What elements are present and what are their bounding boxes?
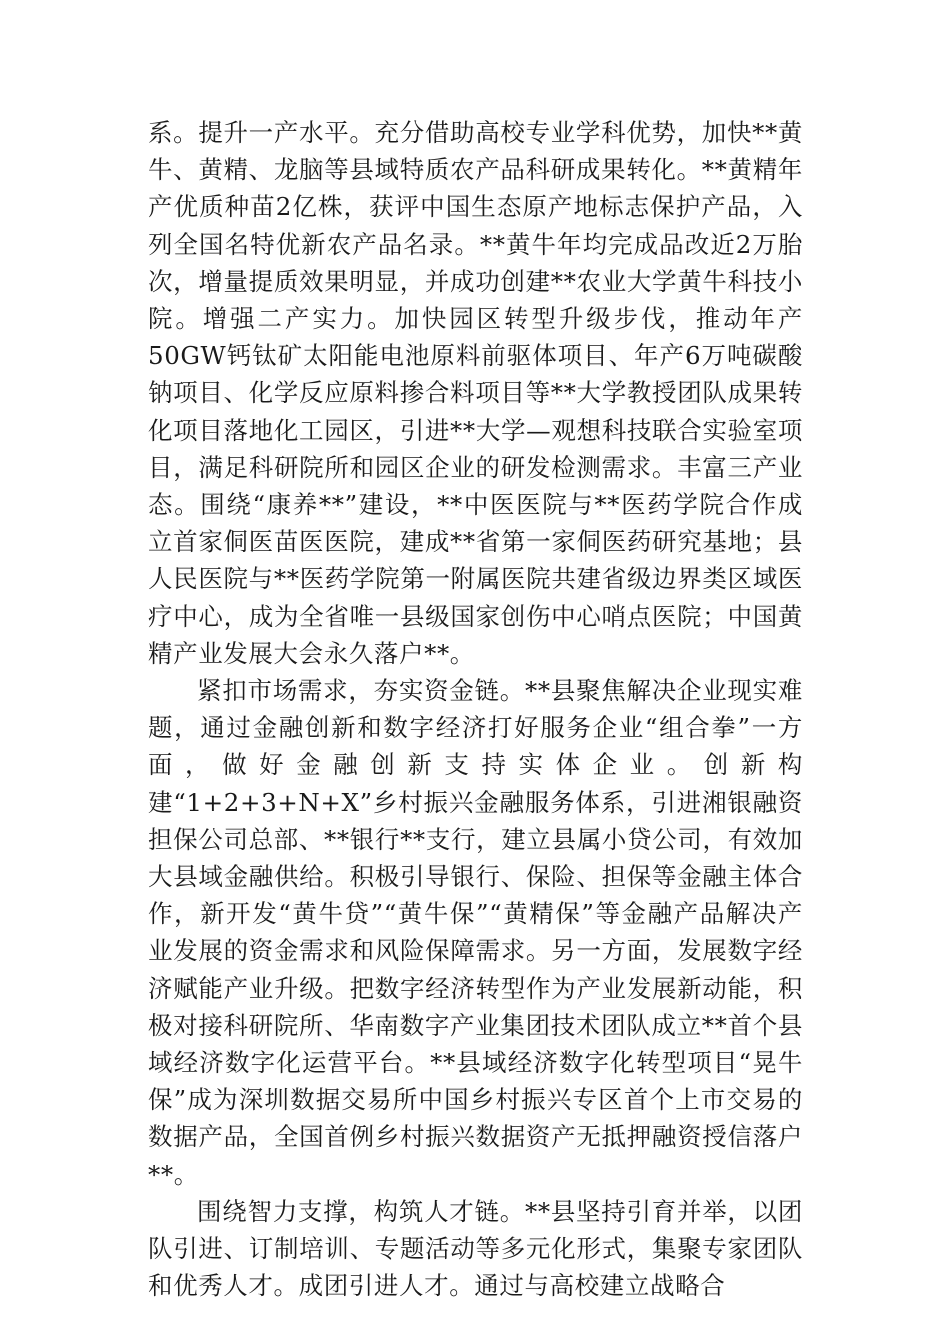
- document-body: [148, 114, 803, 1305]
- paragraph-3: 围绕智力支撑，构筑人才链。**县坚持引育并举，以团队引进、订制培训、专题活动等多元化形式，集聚专家团队和优秀人才。成团引进人才。通过与高校建立战略合: [148, 1196, 803, 1301]
- paragraph-1: 系。提升一产水平。充分借助高校专业学科优势，加快**黄牛、黄精、龙脑等县域特质农产品科研成果转化。**黄精年产优质种苗2亿株，获评中国生态原产地标志保护产品，入列全国名特优新农产品名录。**黄牛年均完成品改近2万胎次，增量提质效果明显，并成功创建**农业大学黄牛科技小院。增强二产实力。加快园区转型升级步伐，推动年产50GW钙钛矿太阳能电池原料前驱体项目、年产6万吨碳酸钠项目、化学反应原料掺合料项目等**大学教授团队成果转化项目落地化工园区，引进**大学—观想科技联合实验室项目，满足科研院所和园区企业的研发检测需求。丰富三产业态。围绕“康养**”建设，**中医医院与**医药学院合作成立首家侗医苗医医院，建成**省第一家侗医药研究基地；县人民医院与**医药学院第一附属医院共建省级边界类区域医疗中心，成为全省唯一县级国家创伤中心哨点医院；中国黄精产业发展大会永久落户**。: [148, 118, 803, 668]
- paragraph-2: 紧扣市场需求，夯实资金链。**县聚焦解决企业现实难题，通过金融创新和数字经济打好服务企业“组合拳”一方面，做好金融创新支持实体企业。创新构建“1+2+3+N+X”乡村振兴金融服务体系，引进湘银融资担保公司总部、**银行**支行，建立县属小贷公司，有效加大县域金融供给。积极引导银行、保险、担保等金融主体合作，新开发“黄牛贷”“黄牛保”“黄精保”等金融产品解决产业发展的资金需求和风险保障需求。另一方面，发展数字经济赋能产业升级。把数字经济转型作为产业发展新动能，积极对接科研院所、华南数字产业集团技术团队成立**首个县域经济数字化运营平台。**县域经济数字化转型项目“晃牛保”成为深圳数据交易所中国乡村振兴专区首个上市交易的数据产品，全国首例乡村振兴数据资产无抵押融资授信落户**。: [148, 676, 803, 1189]
